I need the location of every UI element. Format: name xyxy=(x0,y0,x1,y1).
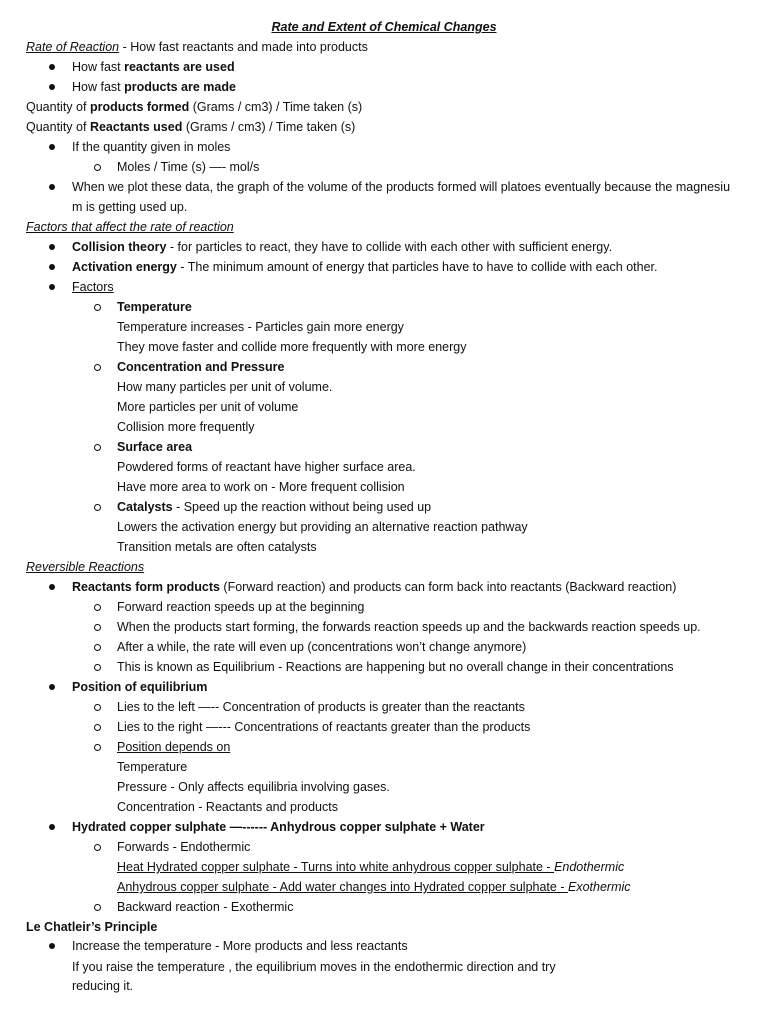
continuation-line xyxy=(0,517,768,537)
continuation-line xyxy=(0,857,768,877)
bullet xyxy=(49,144,55,150)
text: When we plot these data, the graph of the volume of the products formed will platoes eventually because the magnesiu xyxy=(72,180,731,194)
le-chatelier-heading: Le Chatleir’s Principle xyxy=(26,920,158,934)
circle-bullet xyxy=(94,724,101,731)
circle-bullet xyxy=(94,904,101,911)
text-bold: Hydrated copper sulphate —------ Anhydrous copper sulphate + Water xyxy=(72,820,485,834)
continuation-line xyxy=(0,797,768,817)
list-item xyxy=(0,817,768,837)
text: Quantity of xyxy=(26,120,90,134)
text: If you raise the temperature , the equilibrium moves in the endothermic direction and try xyxy=(72,960,556,974)
circle-bullet xyxy=(94,444,101,451)
list-item xyxy=(0,936,768,956)
circle-bullet xyxy=(94,304,101,311)
list-subitem xyxy=(0,697,768,717)
list-item xyxy=(0,77,768,97)
text: Have more area to work on - More frequent collision xyxy=(117,480,405,494)
text: How fast xyxy=(72,80,125,94)
circle-bullet xyxy=(94,644,101,651)
list-subitem xyxy=(0,897,768,917)
bullet xyxy=(49,684,55,690)
continuation-line xyxy=(0,337,768,357)
reversible-heading: Reversible Reactions xyxy=(26,560,145,574)
text-bold: Temperature xyxy=(117,300,192,314)
bullet xyxy=(49,244,55,250)
text: Temperature increases - Particles gain more energy xyxy=(117,320,404,334)
list-subitem xyxy=(0,717,768,737)
bullet xyxy=(49,943,55,949)
text: (Grams / cm3) / Time taken (s) xyxy=(189,100,363,114)
text: They move faster and collide more frequently with more energy xyxy=(117,340,467,354)
bullet xyxy=(49,264,55,270)
text-bold: Reactants used xyxy=(89,120,183,134)
text-bold: reactants are used xyxy=(124,60,235,74)
factors-heading-line xyxy=(0,217,768,237)
bullet xyxy=(49,64,55,70)
list-subitem xyxy=(0,597,768,617)
circle-bullet xyxy=(94,164,101,171)
text: How many particles per unit of volume. xyxy=(117,380,333,394)
list-item xyxy=(0,177,768,197)
continuation-line xyxy=(0,377,768,397)
text-bold: Surface area xyxy=(117,440,193,454)
text-italic: Endothermic xyxy=(554,860,625,874)
list-subitem xyxy=(0,737,768,757)
text-bold: Catalysts xyxy=(117,500,173,514)
text: reducing it. xyxy=(72,979,134,993)
list-subitem xyxy=(0,437,768,457)
text: - Speed up the reaction without being used up xyxy=(172,500,432,514)
text: How fast xyxy=(72,60,125,74)
list-item xyxy=(0,677,768,697)
bullet xyxy=(49,84,55,90)
text: Moles / Time (s) —- mol/s xyxy=(117,160,260,174)
text-bold: Reactants form products xyxy=(72,580,220,594)
list-subitem xyxy=(0,637,768,657)
list-item xyxy=(0,577,768,597)
circle-bullet xyxy=(94,664,101,671)
rate-of-reaction-intro: - How fast reactants and made into products xyxy=(119,40,368,54)
text: This is known as Equilibrium - Reactions are happening but no overall change in their concentrations xyxy=(117,660,674,674)
text-bold: Collision theory xyxy=(72,240,167,254)
rate-of-reaction-heading: Rate of Reaction xyxy=(26,40,120,54)
continuation-line xyxy=(0,397,768,417)
le-chatelier-heading-line xyxy=(0,917,768,937)
page-title: Rate and Extent of Chemical Changes xyxy=(271,20,497,34)
list-subitem xyxy=(0,617,768,637)
text: Concentration - Reactants and products xyxy=(117,800,338,814)
continuation-line xyxy=(0,417,768,437)
text: Collision more frequently xyxy=(117,420,255,434)
rate-of-reaction-line xyxy=(0,37,768,57)
continuation-line xyxy=(0,457,768,477)
bullet xyxy=(49,284,55,290)
list-subitem xyxy=(0,297,768,317)
text-bold: products formed xyxy=(89,100,190,114)
text: Temperature xyxy=(117,760,188,774)
text: Heat Hydrated copper sulphate - Turns into white anhydrous copper sulphate - xyxy=(117,860,555,874)
list-item xyxy=(0,137,768,157)
bullet xyxy=(49,584,55,590)
continuation-line xyxy=(0,976,768,996)
text: After a while, the rate will even up (concentrations won’t change anymore) xyxy=(117,640,527,654)
text: Increase the temperature - More products and less reactants xyxy=(72,939,408,953)
continuation-line xyxy=(0,777,768,797)
continuation-line xyxy=(0,877,768,897)
text: Transition metals are often catalysts xyxy=(117,540,317,554)
text-bold: Activation energy xyxy=(72,260,177,274)
circle-bullet xyxy=(94,844,101,851)
text: Lies to the left —-- Concentration of products is greater than the reactants xyxy=(117,700,525,714)
text-bold: products are made xyxy=(124,80,236,94)
circle-bullet xyxy=(94,604,101,611)
bullet xyxy=(49,184,55,190)
circle-bullet xyxy=(94,364,101,371)
text: More particles per unit of volume xyxy=(117,400,299,414)
text: If the quantity given in moles xyxy=(72,140,231,154)
text: (Forward reaction) and products can form back into reactants (Backward reaction) xyxy=(219,580,677,594)
list-item xyxy=(0,237,768,257)
formula-line xyxy=(0,97,768,117)
formula-line xyxy=(0,117,768,137)
text: - The minimum amount of energy that particles have to have to collide with each other. xyxy=(176,260,658,274)
text-bold: Concentration and Pressure xyxy=(117,360,285,374)
circle-bullet xyxy=(94,624,101,631)
text: (Grams / cm3) / Time taken (s) xyxy=(182,120,356,134)
text: m is getting used up. xyxy=(72,200,188,214)
bullet xyxy=(49,824,55,830)
continuation-line xyxy=(0,317,768,337)
list-subitem xyxy=(0,837,768,857)
list-item xyxy=(0,257,768,277)
text: Factors xyxy=(72,280,114,294)
list-subitem xyxy=(0,357,768,377)
text: When the products start forming, the forwards reaction speeds up and the backwards reaction speeds up. xyxy=(117,620,701,634)
continuation-line xyxy=(0,537,768,557)
text: Lowers the activation energy but providing an alternative reaction pathway xyxy=(117,520,528,534)
factors-heading: Factors that affect the rate of reaction xyxy=(26,220,234,234)
text: Lies to the right —--- Concentrations of reactants greater than the products xyxy=(117,720,531,734)
list-item xyxy=(0,57,768,77)
text: Powdered forms of reactant have higher surface area. xyxy=(117,460,416,474)
list-subitem xyxy=(0,657,768,677)
circle-bullet xyxy=(94,704,101,711)
continuation-line xyxy=(0,757,768,777)
text: Forwards - Endothermic xyxy=(117,840,251,854)
circle-bullet xyxy=(94,504,101,511)
list-item xyxy=(0,277,768,297)
list-subitem xyxy=(0,497,768,517)
list-subitem xyxy=(0,157,768,177)
text: - for particles to react, they have to collide with each other with sufficient energy. xyxy=(166,240,613,254)
text: Quantity of xyxy=(26,100,90,114)
continuation-line xyxy=(0,957,768,977)
continuation-line xyxy=(0,197,768,217)
text: Anhydrous copper sulphate - Add water changes into Hydrated copper sulphate - xyxy=(117,880,568,894)
text: Position depends on xyxy=(117,740,231,754)
text-italic: Exothermic xyxy=(567,880,631,894)
reversible-heading-line xyxy=(0,557,768,577)
continuation-line xyxy=(0,477,768,497)
text-bold: Position of equilibrium xyxy=(72,680,208,694)
circle-bullet xyxy=(94,744,101,751)
text: Pressure - Only affects equilibria involving gases. xyxy=(117,780,390,794)
text: Backward reaction - Exothermic xyxy=(117,900,294,914)
text: Forward reaction speeds up at the beginning xyxy=(117,600,365,614)
